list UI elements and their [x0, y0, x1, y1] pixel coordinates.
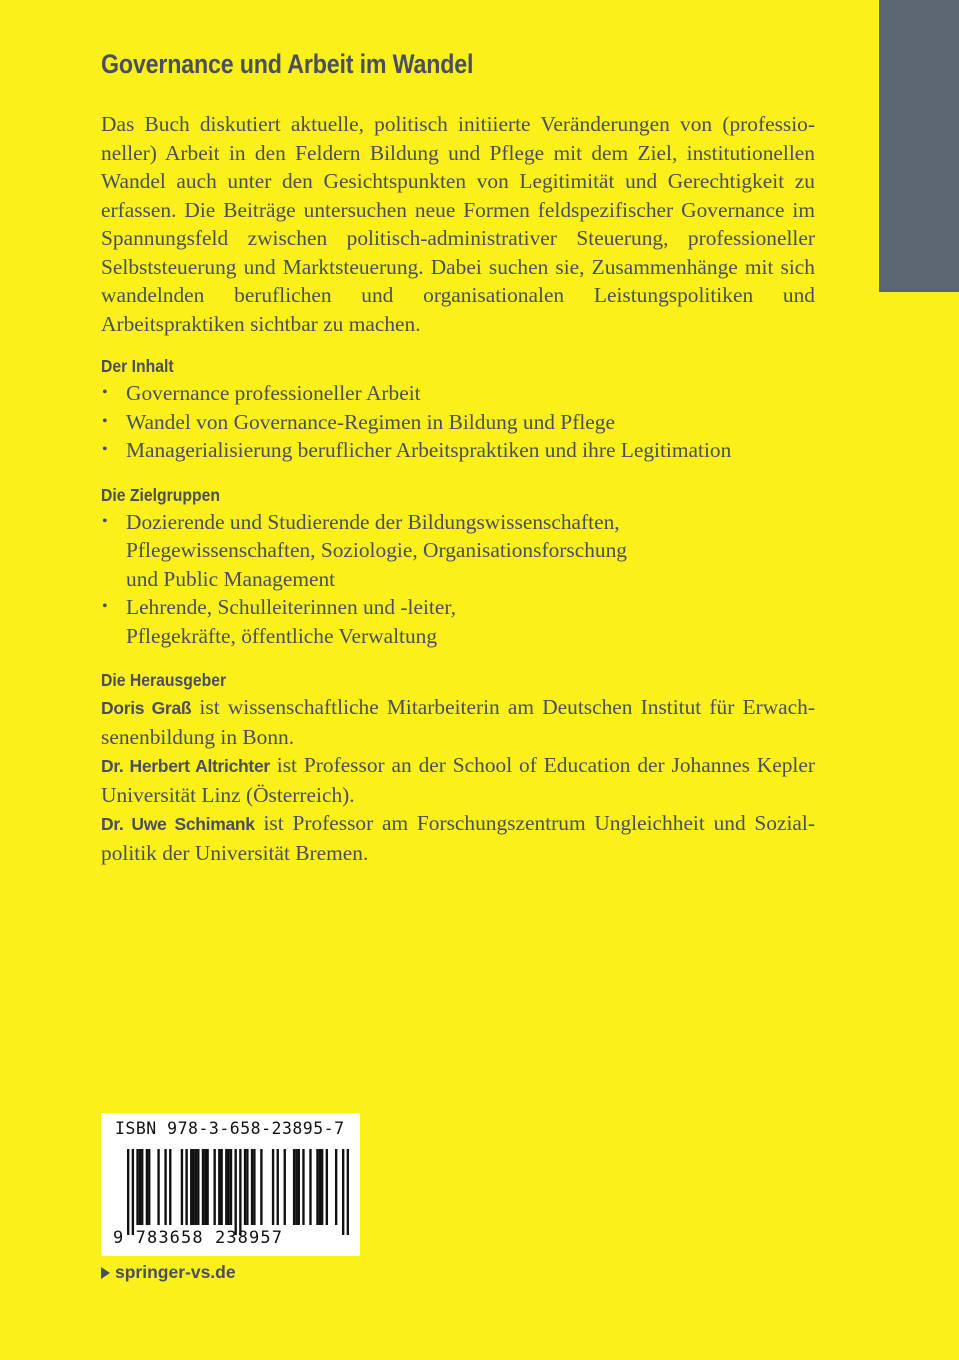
audience-section	[101, 483, 815, 651]
barcode-bar	[197, 1149, 199, 1225]
barcode-bar	[139, 1149, 141, 1225]
editors-heading: Die Herausgeber	[101, 670, 227, 690]
barcode-bar	[204, 1149, 206, 1225]
list-item: • Wandel von Governance-Regimen in Bildung und Pflege	[101, 408, 815, 437]
back-cover-content	[101, 44, 815, 867]
barcode-bar	[181, 1149, 183, 1225]
barcode-bar	[227, 1149, 229, 1225]
barcode-bar	[206, 1149, 208, 1225]
barcode-bar	[225, 1149, 227, 1225]
list-item: • Dozierende und Studierende der Bildungswissenschaften, Pflegewissenschaften, Soziologie, Organisationsforschung und Public Management	[102, 509, 627, 591]
barcode-bar	[132, 1149, 134, 1235]
content-list	[101, 379, 815, 465]
audience-heading: Die Zielgruppen	[101, 484, 221, 505]
editor-name: Doris Graß	[101, 698, 192, 718]
bullet-icon: •	[102, 384, 108, 401]
barcode-bar	[244, 1149, 246, 1225]
editor-entry: Dr. Uwe Schimank ist Professor am Forschungszentrum Ungleichheit und Sozialpolitik der Universität Bremen.	[101, 811, 815, 865]
editor-entry: Dr. Herbert Altrichter ist Professor an der School of Education der Johannes Kepler Universität Linz (Österreich).	[101, 753, 815, 807]
barcode-bar	[185, 1149, 187, 1225]
barcode-bar	[321, 1149, 323, 1225]
barcode-bar	[195, 1149, 197, 1225]
list-item: • Managerialisierung beruflicher Arbeitspraktiken und ihre Legitimation	[101, 436, 815, 465]
barcode-bar	[277, 1149, 279, 1225]
barcode-bar	[253, 1149, 255, 1225]
list-item: • Lehrende, Schulleiterinnen und -leiter, Pflegekräfte, öffentliche Verwaltung	[102, 595, 456, 648]
barcode-bar	[157, 1149, 159, 1225]
barcode-bars	[127, 1149, 349, 1235]
barcode-bar	[127, 1149, 129, 1235]
barcode-bar	[190, 1149, 192, 1225]
book-title: Governance und Arbeit im Wandel	[101, 49, 474, 79]
editor-name: Dr. Uwe Schimank	[101, 814, 255, 834]
barcode-bar	[218, 1149, 220, 1225]
barcode-bar	[146, 1149, 148, 1225]
barcode-bar	[213, 1149, 215, 1225]
barcode-bar	[319, 1149, 321, 1225]
barcode-bar	[335, 1149, 337, 1225]
arrow-right-icon	[101, 1267, 110, 1279]
content-heading: Der Inhalt	[101, 356, 174, 376]
barcode-bar	[293, 1149, 295, 1225]
bullet-icon: •	[102, 598, 108, 615]
barcode-bar	[202, 1149, 204, 1225]
barcode-bar	[141, 1149, 143, 1225]
editor-entry: Doris Graß ist wissenschaftliche Mitarbeiterin am Deutschen Institut für Erwachsenenbildung in Bonn.	[101, 695, 815, 749]
barcode-bar	[309, 1149, 311, 1225]
barcode-bar	[295, 1149, 297, 1225]
barcode-bar	[220, 1149, 222, 1225]
barcode-bar	[272, 1149, 274, 1225]
barcode-bar	[251, 1149, 253, 1225]
barcode-bar	[230, 1149, 232, 1225]
ean-digits: 9 783658 238957	[113, 1228, 284, 1248]
barcode-bar	[192, 1149, 194, 1225]
bullet-icon: •	[102, 512, 108, 530]
isbn-barcode	[101, 1113, 360, 1256]
barcode-bar	[342, 1149, 344, 1235]
book-description: Das Buch diskutiert aktuelle, politisch initiierte Veränderungen von (professioneller) Arbeit in den Feldern Bildung und Pflege mit dem Ziel, institutionellen Wandel auch unter den Gesichtspunkten von Legitimität und Gerechtigkeit zu erfassen. Die Beiträge untersuchen neue Formen feldspezifischer Governance im Spannungsfeld zwischen politisch-administrativer Steuerung, professioneller Selbststeuerung und Marktsteuerung. Dabei suchen sie, Zusammenhänge mit sich wandelnden beruflichen und organisationalen Leistungspolitiken und Arbeitspraktiken sichtbar zu machen.	[101, 112, 815, 336]
barcode-bar	[164, 1149, 166, 1225]
content-section	[101, 354, 815, 465]
barcode-bar	[302, 1149, 304, 1225]
editor-name: Dr. Herbert Altrichter	[101, 756, 270, 776]
publisher-website[interactable]	[101, 1262, 236, 1283]
barcode-bar	[260, 1149, 262, 1225]
website-label[interactable]: springer-vs.de	[115, 1262, 236, 1282]
barcode-bar	[234, 1149, 236, 1235]
barcode-bar	[326, 1149, 328, 1225]
barcode-bar	[316, 1149, 318, 1225]
barcode-bar	[298, 1149, 300, 1225]
audience-list	[101, 508, 815, 651]
barcode-bar	[347, 1149, 349, 1235]
barcode-bar	[239, 1149, 241, 1235]
cover-color-bar	[879, 0, 959, 292]
isbn-label: ISBN 978-3-658-23895-7	[115, 1119, 345, 1138]
barcode-bar	[148, 1149, 150, 1225]
bullet-icon: •	[102, 441, 108, 458]
list-item: • Governance professioneller Arbeit	[101, 379, 815, 408]
barcode-bar	[169, 1149, 171, 1225]
barcode-bar	[136, 1149, 138, 1225]
bullet-icon: •	[102, 412, 108, 430]
barcode-bar	[284, 1149, 286, 1225]
barcode-bar	[246, 1149, 248, 1225]
editors-section	[101, 668, 815, 867]
